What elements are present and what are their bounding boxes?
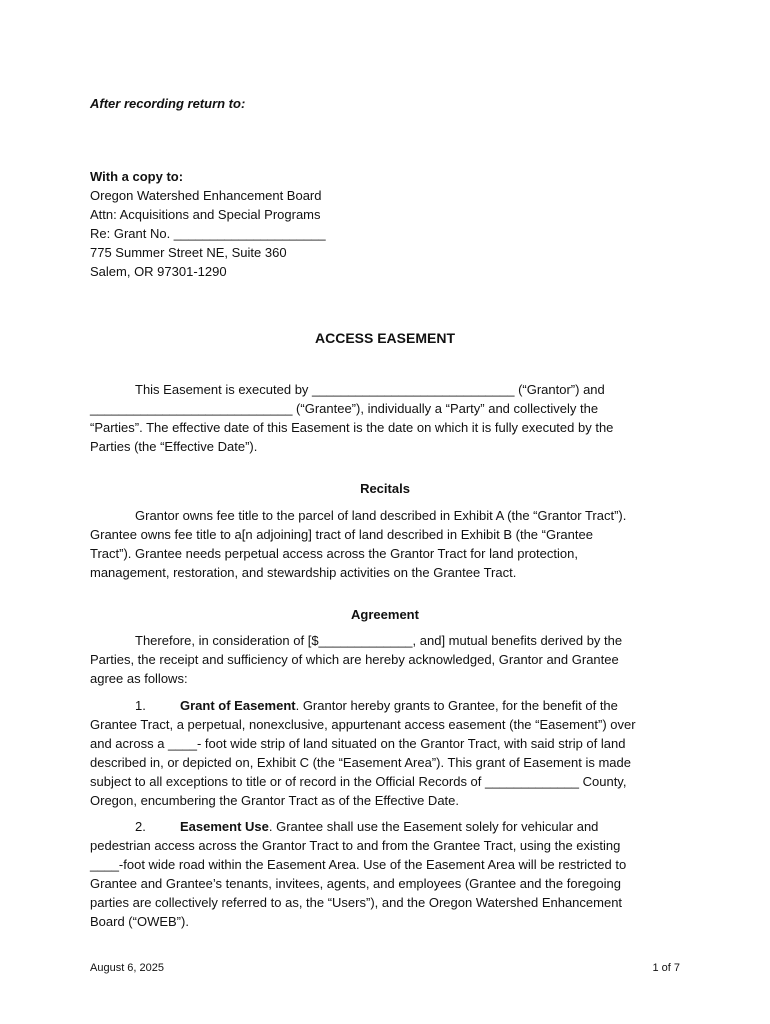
recitals-line: management, restoration, and stewardship activities on the Grantee Tract. (90, 565, 517, 580)
agreement-heading: Agreement (351, 607, 419, 622)
recitals-heading: Recitals (360, 481, 410, 496)
section-line: Grantee and Grantee’s tenants, invitees, agents, and employees (Grantee and the foregoing (90, 876, 621, 891)
section-1 (90, 696, 680, 810)
section-line: ____-foot wide road within the Easement Area. Use of the Easement Area will be restricted to (90, 857, 627, 872)
intro-line: ____________________________ (“Grantee”), individually a “Party” and collectively the (90, 401, 599, 416)
address-line: Attn: Acquisitions and Special Programs (90, 207, 321, 222)
recitals-line: Tract”). Grantee needs perpetual access across the Grantor Tract for land protection, (90, 546, 578, 561)
recitals-line: Grantee owns fee title to a[n adjoining] tract of land described in Exhibit B (the “Grantee (90, 527, 593, 542)
return-label: After recording return to: (90, 96, 246, 111)
agreement-line: Therefore, in consideration of [$_____________, and] mutual benefits derived by the (135, 633, 623, 648)
address-line: Salem, OR 97301-1290 (90, 264, 227, 279)
section-text: . Grantee shall use the Easement solely for vehicular and (268, 819, 599, 834)
section-text: . Grantor hereby grants to Grantee, for the benefit of the (295, 698, 618, 713)
document-title: ACCESS EASEMENT (314, 330, 456, 346)
address-line: Oregon Watershed Enhancement Board (90, 188, 322, 203)
copy-label: With a copy to: (90, 169, 184, 184)
recitals-paragraph (90, 506, 680, 582)
page-number: 1 of 7 (652, 962, 680, 974)
intro-line: “Parties”. The effective date of this Easement is the date on which it is fully executed by the (90, 420, 614, 435)
agreement-line: agree as follows: (90, 671, 188, 686)
agreement-paragraph (90, 631, 680, 688)
address-line: 775 Summer Street NE, Suite 360 (90, 245, 287, 260)
address-line: Re: Grant No. _____________________ (90, 226, 326, 241)
address-block (90, 186, 680, 281)
section-line: parties are collectively referred to as, the “Users”), and the Oregon Watershed Enhancement (90, 895, 623, 910)
section-line: described in, or depicted on, Exhibit C (the “Easement Area”). This grant of Easement is made (90, 755, 631, 770)
section-heading: Grant of Easement (180, 698, 296, 713)
intro-line: Parties (the “Effective Date”). (90, 439, 258, 454)
section-number: 1. (135, 698, 146, 713)
agreement-line: Parties, the receipt and sufficiency of which are hereby acknowledged, Grantor and Grantee (90, 652, 619, 667)
section-2 (90, 817, 680, 931)
recitals-line: Grantor owns fee title to the parcel of land described in Exhibit A (the “Grantor Tract”). (135, 508, 627, 523)
intro-paragraph (90, 380, 680, 456)
section-line: subject to all exceptions to title or of record in the Official Records of _____________ County, (90, 774, 627, 789)
footer-date: August 6, 2025 (90, 962, 165, 974)
section-line: pedestrian access across the Grantor Tract to and from the Grantee Tract, using the existing (90, 838, 621, 853)
section-heading: Easement Use (180, 819, 269, 834)
section-line: Grantee Tract, a perpetual, nonexclusive, appurtenant access easement (the “Easement”) over (90, 717, 636, 732)
section-line: Oregon, encumbering the Grantor Tract as of the Effective Date. (90, 793, 460, 808)
intro-line: This Easement is executed by ____________________________ (“Grantor”) and (135, 382, 605, 397)
section-line: Board (“OWEB”). (90, 914, 189, 929)
section-number: 2. (135, 819, 146, 834)
section-line: and across a ____- foot wide strip of land situated on the Grantor Tract, with said strip of land (90, 736, 626, 751)
